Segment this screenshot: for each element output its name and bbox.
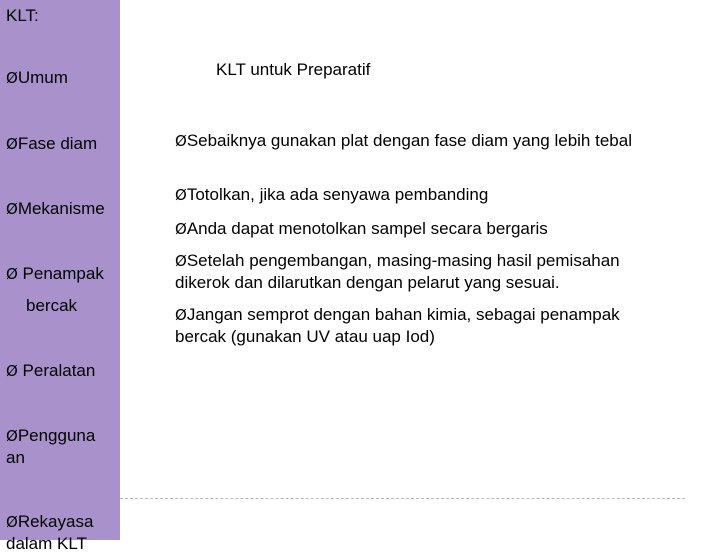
dashed-divider	[120, 498, 685, 499]
content-bullet	[175, 304, 665, 348]
sidebar-item-label: Peralatan	[22, 361, 96, 380]
content-bullet-text: Totolkan, jika ada senyawa pembanding	[186, 185, 489, 204]
arrow-bullet-icon: Ø	[6, 265, 18, 283]
arrow-bullet-icon: Ø	[175, 220, 187, 238]
arrow-bullet-icon: Ø	[6, 200, 18, 218]
arrow-bullet-icon: Ø	[175, 186, 187, 204]
content-bullet	[175, 218, 665, 240]
sidebar-item-label: Penampak	[22, 264, 104, 283]
sidebar-item-label: Fase diam	[17, 134, 98, 153]
sidebar-item-peralatan[interactable]	[6, 361, 118, 381]
page-title: KLT untuk Preparatif	[216, 60, 371, 79]
content-bullet-text: Sebaiknya gunakan plat dengan fase diam yang lebih tebal	[186, 131, 632, 150]
sidebar-item-rekayasa[interactable]	[6, 512, 118, 532]
arrow-bullet-icon: Ø	[6, 513, 18, 531]
content-bullet	[175, 184, 665, 206]
sidebar-item-label: Mekanisme	[17, 199, 105, 218]
arrow-bullet-icon: Ø	[6, 362, 18, 380]
sidebar-item-label: dalam KLT	[6, 534, 87, 553]
arrow-bullet-icon: Ø	[175, 132, 187, 150]
content-bullet	[175, 250, 665, 294]
sidebar-item-label: Pengguna	[17, 426, 96, 445]
sidebar-item-penampak[interactable]	[6, 264, 118, 284]
sidebar-item-label: Umum	[17, 68, 68, 87]
sidebar	[0, 0, 120, 553]
sidebar-item-label: an	[6, 448, 25, 467]
sidebar-item-fase-diam[interactable]	[6, 134, 118, 154]
sidebar-item-pengguna-cont[interactable]	[6, 448, 118, 468]
content-bullet	[175, 130, 665, 152]
sidebar-item-label: Rekayasa	[17, 512, 94, 531]
arrow-bullet-icon: Ø	[175, 306, 187, 324]
sidebar-item-mekanisme[interactable]	[6, 199, 118, 219]
sidebar-item-rekayasa-cont[interactable]	[6, 534, 118, 554]
content-bullet-text: Anda dapat menotolkan sampel secara bergaris	[186, 219, 548, 238]
arrow-bullet-icon: Ø	[6, 135, 18, 153]
sidebar-item-pengguna[interactable]	[6, 426, 118, 446]
sidebar-item-penampak-cont[interactable]	[26, 296, 138, 316]
arrow-bullet-icon: Ø	[6, 427, 18, 445]
sidebar-item-label: bercak	[26, 296, 78, 315]
content-bullet-text: Setelah pengembangan, masing-masing hasil pemisahan dikerok dan dilarutkan dengan pelarut yang sesuai.	[175, 251, 620, 292]
arrow-bullet-icon: Ø	[6, 69, 18, 87]
content-bullet-text: Jangan semprot dengan bahan kimia, sebagai penampak bercak (gunakan UV atau uap Iod)	[175, 305, 620, 346]
sidebar-title: KLT:	[6, 6, 39, 25]
sidebar-item-umum[interactable]	[6, 68, 118, 88]
arrow-bullet-icon: Ø	[175, 252, 187, 270]
